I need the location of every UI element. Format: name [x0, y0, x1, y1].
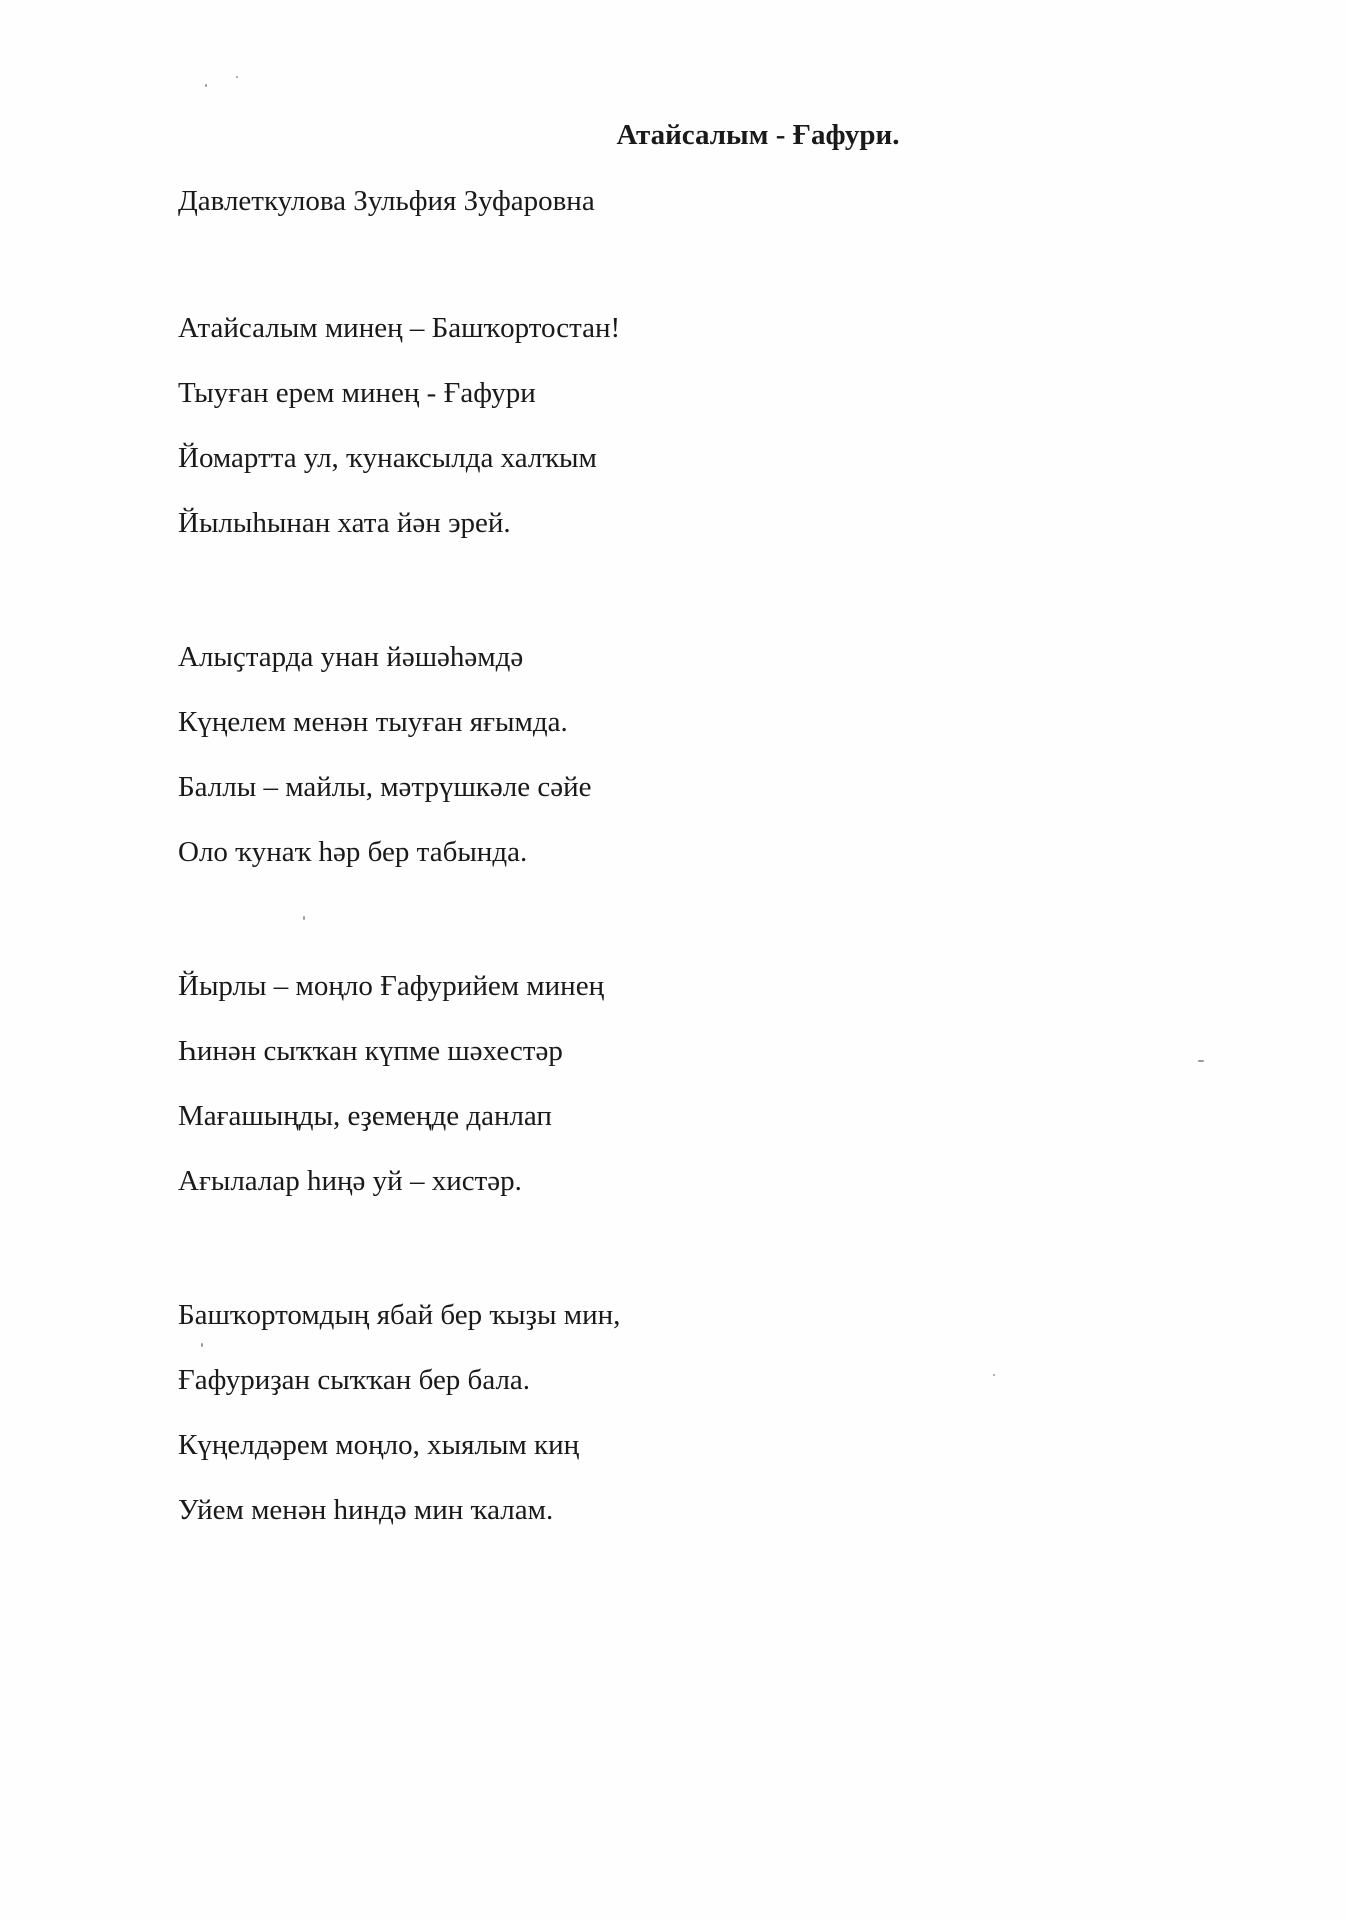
poem-line: Башҡортомдың ябай бер ҡыҙы мин, — [178, 1299, 621, 1331]
poem-line: Атайсалым минең – Башҡортостан! — [178, 312, 621, 344]
poem-title: Атайсалым - Ғафури. — [616, 119, 900, 151]
poem-line: Алыҫтарда унан йәшәһәмдә — [178, 641, 524, 673]
stanza — [178, 639, 1178, 870]
poem-line: Күңелдәрем моңло, хыялым киң — [178, 1429, 580, 1461]
author-name: Давлеткулова Зульфия Зуфаровна — [178, 185, 595, 217]
poem-line: Мағашыңды, еҙемеңде данлап — [178, 1100, 552, 1132]
poem-line: Оло ҡунаҡ һәр бер табында. — [178, 836, 528, 868]
poem-line: Баллы – майлы, мәтрүшкәле сәйе — [178, 771, 592, 803]
scan-speck — [236, 76, 238, 78]
poem-line: Йомартта ул, ҡунаксылда халҡым — [178, 442, 597, 474]
stanza — [178, 310, 1178, 541]
scan-speck — [1198, 1060, 1204, 1062]
poem-line: Йырлы – моңло Ғафурийем минең — [178, 970, 605, 1002]
poem-line: Ғафуриҙан сыҡҡан бер бала. — [178, 1364, 531, 1396]
poem-line: Ағылалар һиңә уй – хистәр. — [178, 1165, 522, 1197]
scan-speck — [205, 84, 207, 87]
poem-line: Күңелем менән тыуған яғымда. — [178, 706, 568, 738]
stanza — [178, 968, 1178, 1199]
poem-line: Йылыһынан хата йән эрей. — [178, 507, 511, 539]
stanza — [178, 1297, 1178, 1528]
poem-line: Тыуған ерем минең - Ғафури — [178, 377, 536, 409]
poem-line: Һинән сыҡҡан күпме шәхестәр — [178, 1035, 563, 1067]
poem-body — [178, 310, 1178, 1626]
poem-line: Уйем менән һиндә мин ҡалам. — [178, 1494, 554, 1526]
